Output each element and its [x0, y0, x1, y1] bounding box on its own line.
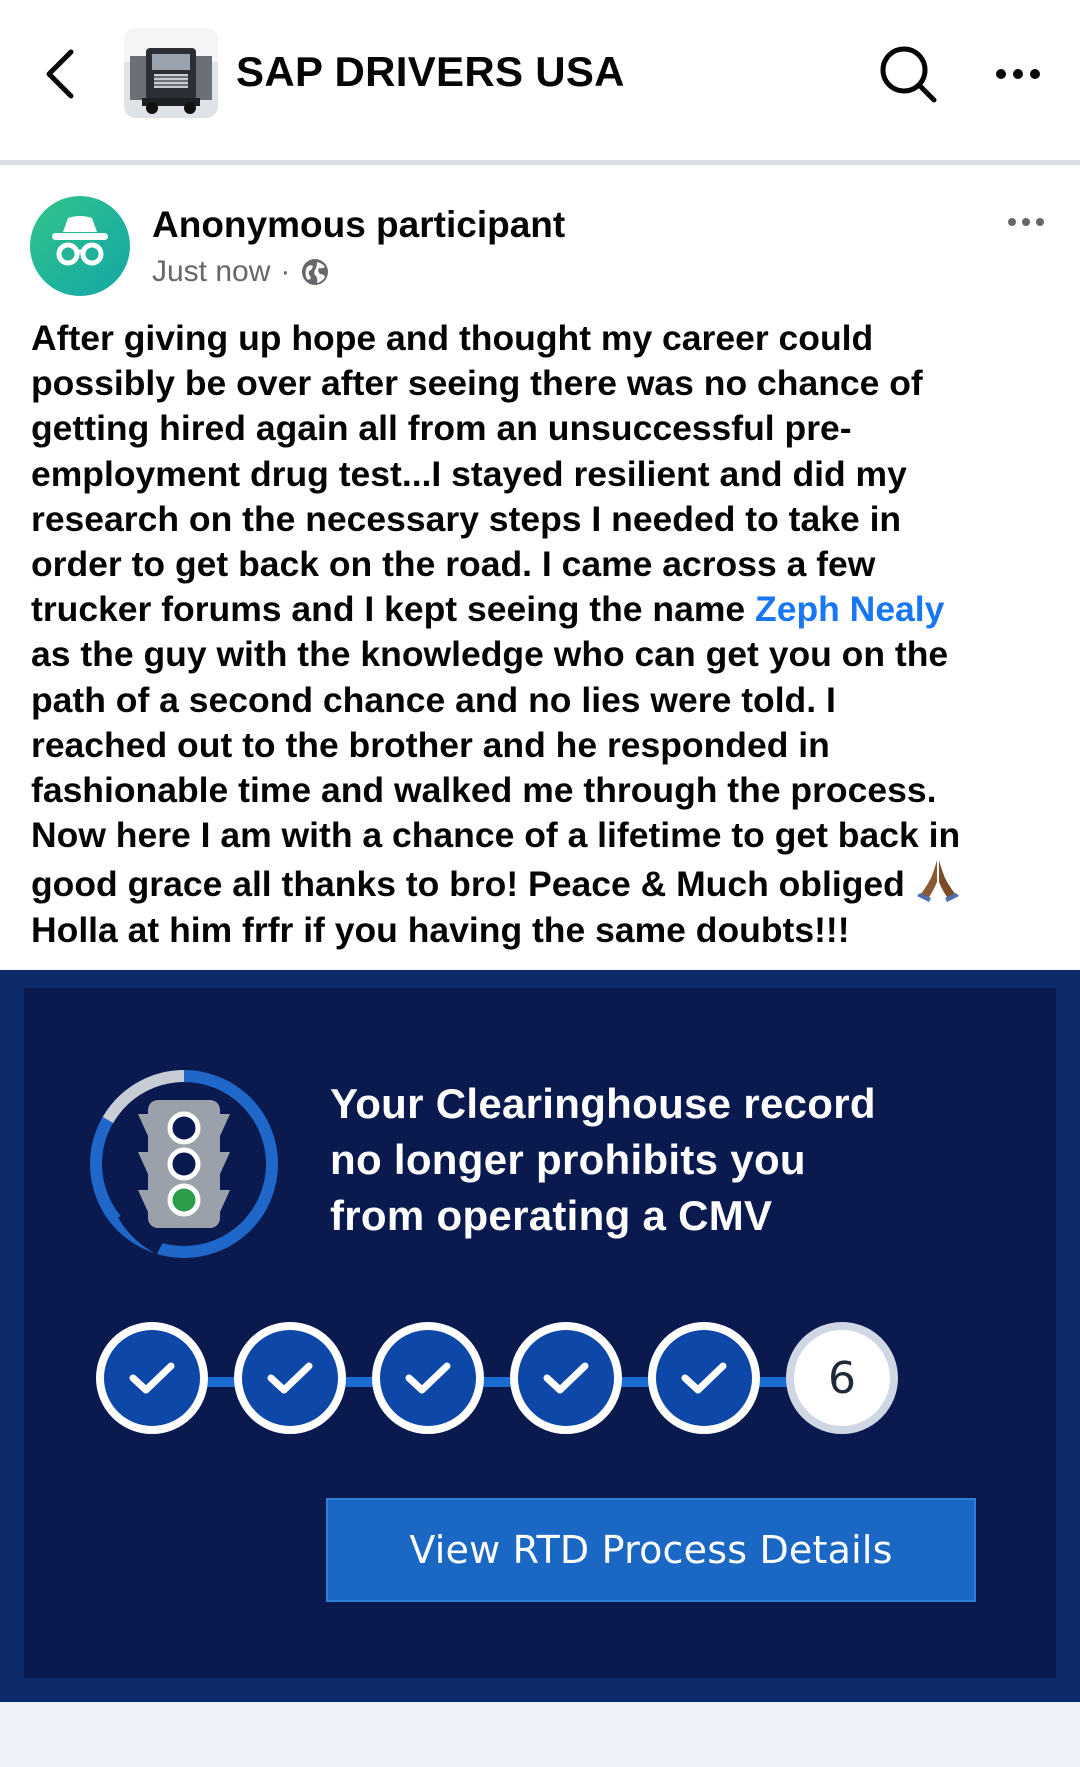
- check-icon: [541, 1358, 591, 1398]
- more-dot: [1036, 218, 1044, 226]
- post-line: getting hired again all from an unsuccessful pre-: [31, 408, 852, 449]
- post-line: research on the necessary steps I needed to take in: [31, 498, 902, 539]
- more-dot: [1022, 218, 1030, 226]
- post-line: Holla at him frfr if you having the same doubts!!!: [31, 909, 850, 950]
- step-6-current: 6: [786, 1322, 898, 1434]
- search-button[interactable]: [876, 42, 940, 106]
- post-author[interactable]: Anonymous participant: [152, 204, 566, 245]
- header-divider: [0, 160, 1080, 165]
- avatar[interactable]: [30, 196, 130, 296]
- post-line-text: good grace all thanks to bro! Peace & Much obliged: [31, 864, 905, 905]
- post-meta: [152, 252, 330, 292]
- post-line: reached out to the brother and he responded in: [31, 724, 830, 765]
- feed-background: [0, 1702, 1080, 1767]
- more-horizontal-icon: [1008, 218, 1016, 226]
- check-icon: [127, 1358, 177, 1398]
- clearinghouse-status-title: [330, 1076, 970, 1244]
- group-header: [0, 0, 1080, 160]
- title-line: no longer prohibits you: [330, 1136, 806, 1183]
- post-line: Now here I am with a chance of a lifetime to get back in: [31, 815, 961, 856]
- praying-hands-icon: [915, 858, 961, 902]
- check-icon: [403, 1358, 453, 1398]
- step-1-complete: [96, 1322, 208, 1434]
- anonymous-incognito-icon: [30, 196, 130, 296]
- clearinghouse-panel: [24, 988, 1056, 1678]
- post-body: [31, 316, 1061, 953]
- more-dot: [1030, 69, 1040, 79]
- post-timestamp[interactable]: Just now: [152, 255, 271, 288]
- post-line: order to get back on the road. I came across a few: [31, 544, 876, 585]
- check-icon: [679, 1358, 729, 1398]
- check-icon: [265, 1358, 315, 1398]
- search-icon: [876, 42, 940, 106]
- traffic-light-icon: [84, 1064, 284, 1264]
- more-horizontal-icon: [996, 69, 1006, 79]
- post-line: After giving up hope and thought my career could: [31, 318, 874, 358]
- chevron-left-icon: [43, 48, 77, 100]
- step-4-complete: [510, 1322, 622, 1434]
- group-cover-thumbnail[interactable]: [124, 28, 218, 118]
- post-line-with-emoji: [31, 858, 1061, 907]
- post-line: fashionable time and walked me through the process.: [31, 770, 937, 811]
- step-5-complete: [648, 1322, 760, 1434]
- more-dot: [1013, 69, 1023, 79]
- post-line-text: trucker forums and I kept seeing the name: [31, 589, 756, 630]
- view-rtd-process-details-button[interactable]: View RTD Process Details: [326, 1498, 976, 1602]
- post-line: possibly be over after seeing there was no chance of: [31, 363, 923, 404]
- post-image[interactable]: [0, 970, 1080, 1702]
- post-options-button[interactable]: [998, 204, 1054, 240]
- more-options-button[interactable]: [986, 52, 1050, 96]
- post-line: as the guy with the knowledge who can get you on the: [31, 634, 949, 675]
- back-button[interactable]: [36, 42, 84, 106]
- post-line: employment drug test...I stayed resilient and did my: [31, 453, 907, 494]
- post-line-with-mention: [31, 587, 1061, 632]
- rtd-progress-steps: [96, 1322, 1016, 1452]
- step-3-complete: [372, 1322, 484, 1434]
- title-line: from operating a CMV: [330, 1192, 773, 1239]
- title-line: Your Clearinghouse record: [330, 1080, 876, 1127]
- group-name[interactable]: SAP DRIVERS USA: [236, 48, 625, 95]
- globe-icon: [300, 257, 330, 287]
- meta-separator: ·: [280, 255, 291, 288]
- mention-link[interactable]: Zeph Nealy: [755, 589, 945, 630]
- truck-image: [124, 28, 218, 118]
- step-2-complete: [234, 1322, 346, 1434]
- post-line: path of a second chance and no lies were told. I: [31, 679, 836, 720]
